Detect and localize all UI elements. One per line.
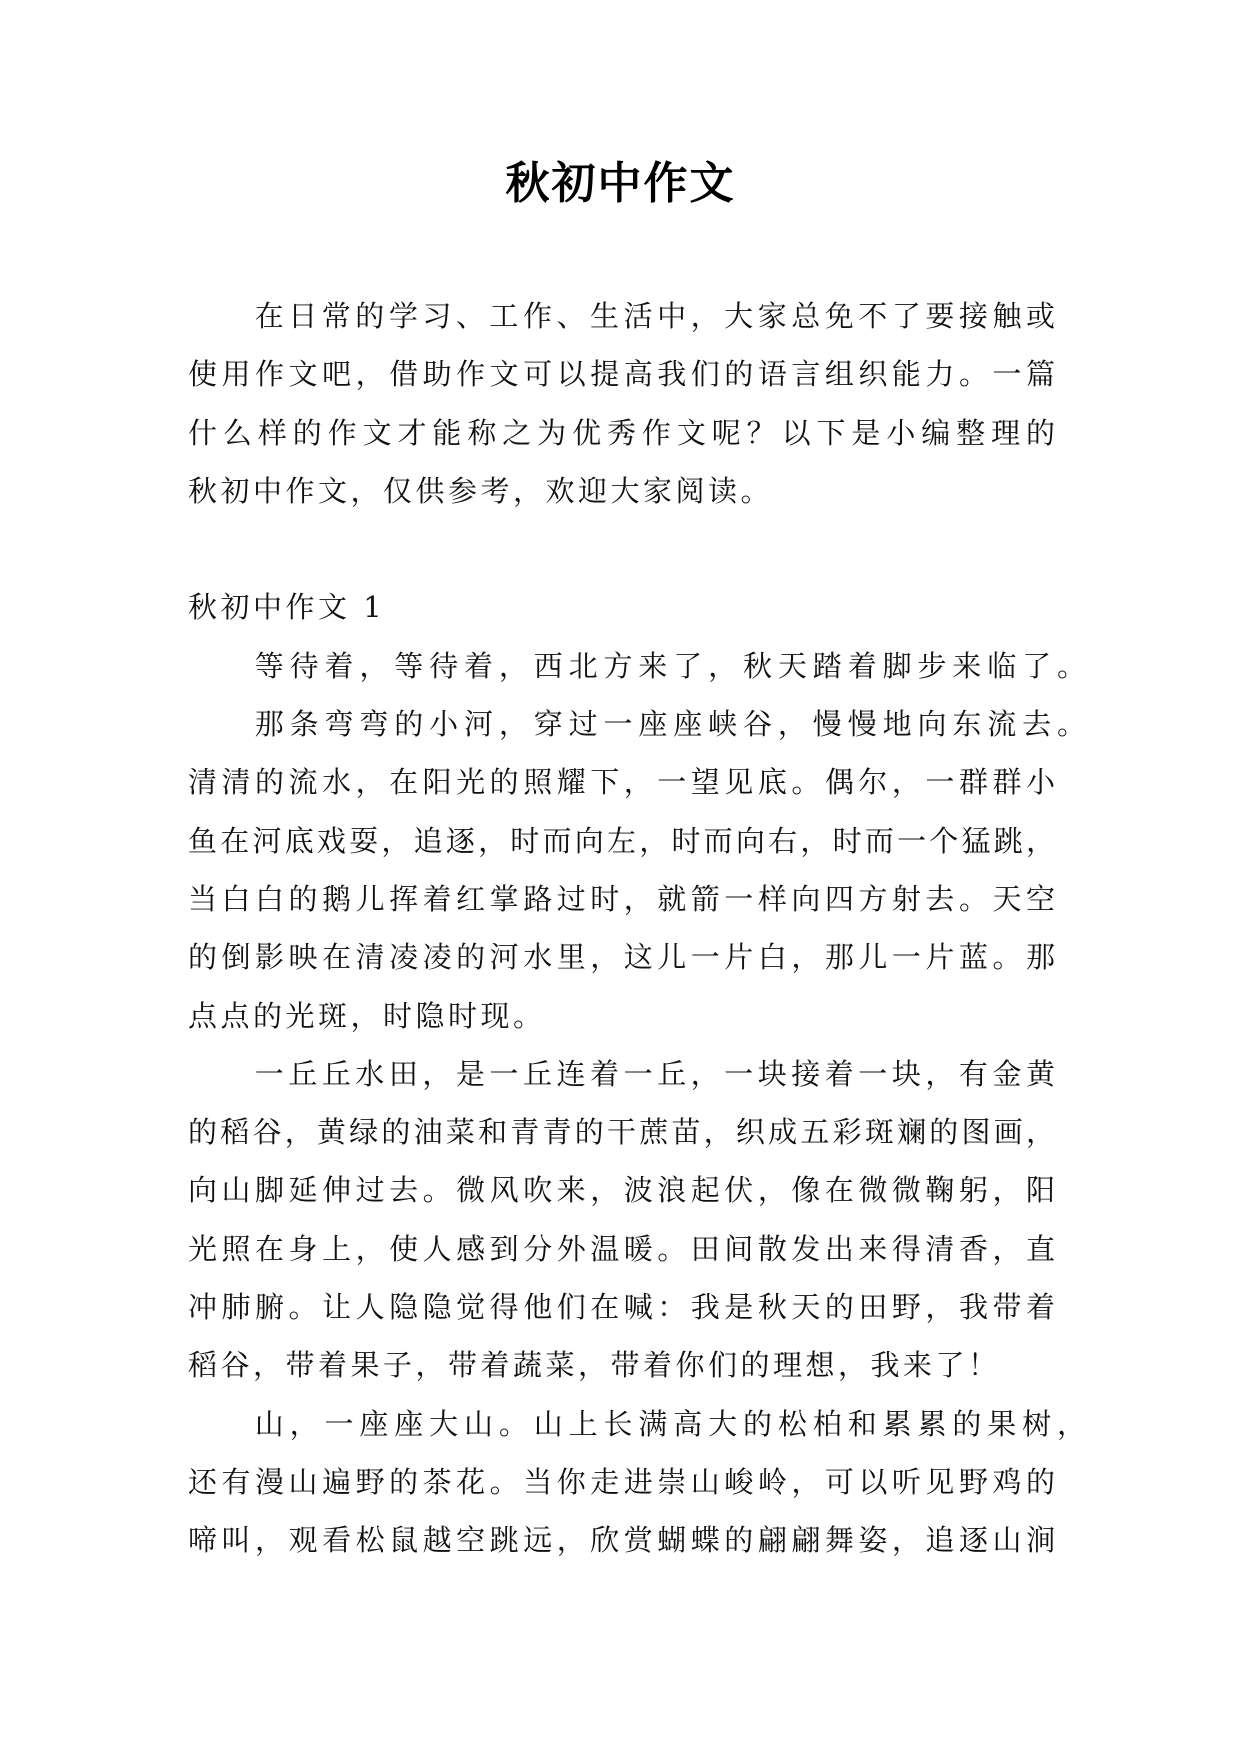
essay-paragraph (188, 1395, 1086, 1570)
paragraph-line: 稻谷，带着果子，带着蔬菜，带着你们的理想，我来了！ (188, 1348, 1001, 1383)
blank-line (188, 520, 1055, 578)
paragraph-line: 一丘丘水田，是一丘连着一丘，一块接着一块，有金黄 (254, 1056, 1055, 1091)
paragraph-line: 鱼在河底戏耍，追逐，时而向左，时而向右，时而一个猛跳， (188, 823, 1055, 858)
paragraph-line: 向山脚延伸过去。微风吹来，波浪起伏，像在微微鞠躬，阳 (188, 1173, 1055, 1208)
paragraph-line: 冲肺腑。让人隐隐觉得他们在喊：我是秋天的田野，我带着 (188, 1290, 1055, 1325)
paragraph-line: 还有漫山遍野的茶花。当你走进崇山峻岭，可以听见野鸡的 (188, 1464, 1055, 1499)
paragraph-line: 山，一座座大山。山上长满高大的松柏和累累的果树， (254, 1406, 1086, 1441)
intro-line: 在日常的学习、工作、生活中，大家总免不了要接触或 (254, 299, 1055, 333)
paragraph-line: 等待着，等待着，西北方来了，秋天踏着脚步来临了。 (254, 648, 1086, 683)
paragraph-line: 啼叫，观看松鼠越空跳远，欣赏蝴蝶的翩翩舞姿，追逐山涧 (188, 1523, 1055, 1558)
document-title: 秋初中作文 (505, 158, 736, 209)
essay-paragraph (188, 1045, 1055, 1395)
intro-line: 秋初中作文，仅供参考，欢迎大家阅读。 (188, 473, 774, 508)
essay-paragraph (188, 637, 1086, 695)
intro-paragraph (188, 287, 1055, 520)
intro-line: 什么样的作文才能称之为优秀作文呢？以下是小编整理的 (188, 415, 1055, 450)
paragraph-line: 的稻谷，黄绿的油菜和青青的干蔗苗，织成五彩斑斓的图画， (188, 1115, 1055, 1150)
document-body (188, 287, 1086, 1570)
essay-paragraph (188, 695, 1086, 1045)
paragraph-line: 那条弯弯的小河，穿过一座座峡谷，慢慢地向东流去。 (254, 707, 1086, 742)
intro-line: 使用作文吧，借助作文可以提高我们的语言组织能力。一篇 (188, 357, 1055, 392)
paragraph-line: 光照在身上，使人感到分外温暖。田间散发出来得清香，直 (188, 1231, 1055, 1266)
paragraph-line: 的倒影映在清凌凌的河水里，这儿一片白，那儿一片蓝。那 (188, 940, 1055, 975)
paragraph-line: 清清的流水，在阳光的照耀下，一望见底。偶尔，一群群小 (188, 765, 1055, 800)
paragraph-line: 当白白的鹅儿挥着红掌路过时，就箭一样向四方射去。天空 (188, 881, 1055, 916)
essay-heading: 秋初中作文 1 (188, 590, 386, 625)
paragraph-line: 点点的光斑，时隐时现。 (188, 998, 546, 1033)
